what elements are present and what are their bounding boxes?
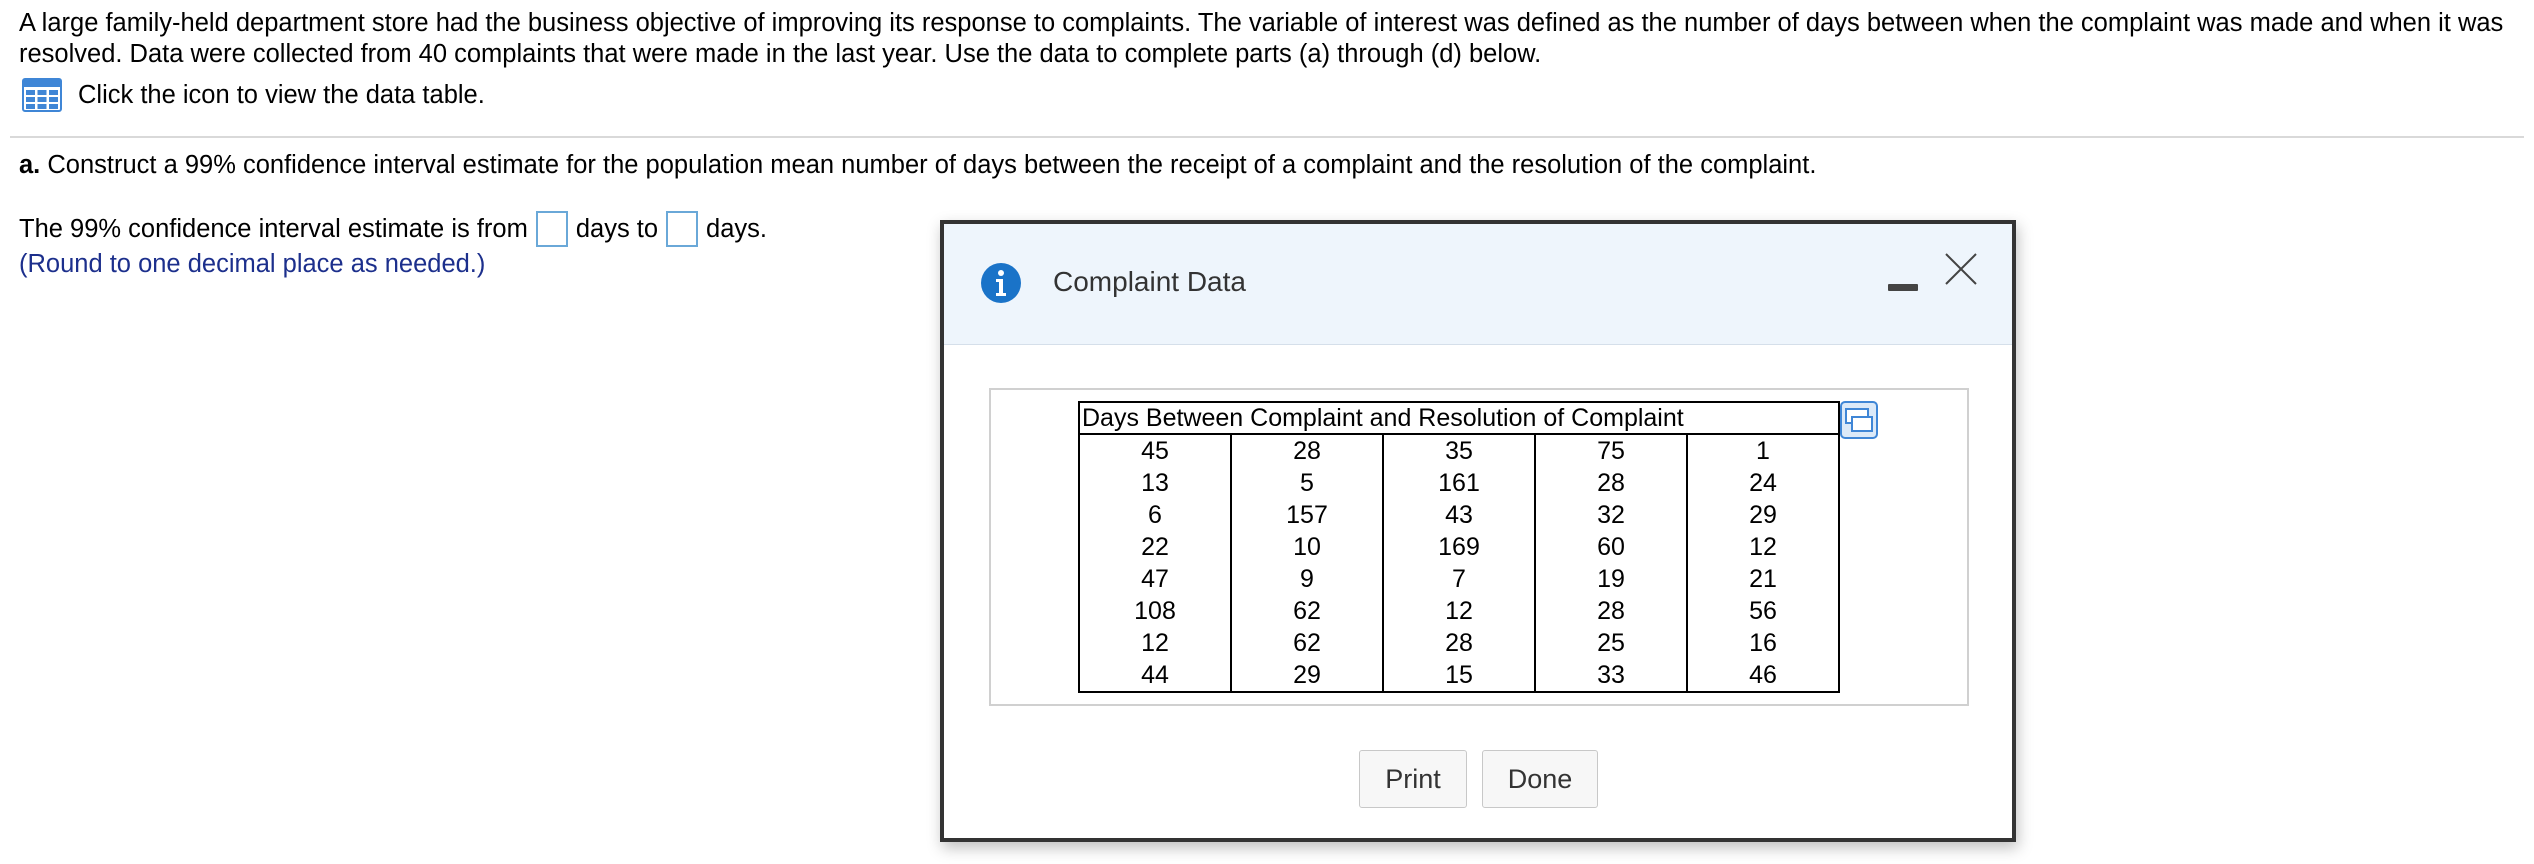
table-row (1079, 659, 1839, 692)
info-icon (980, 262, 1022, 304)
table-cell: 15 (1383, 659, 1535, 692)
complaint-data-dialog (940, 220, 2016, 842)
minimize-icon[interactable] (1888, 284, 1918, 291)
table-cell: 13 (1079, 467, 1231, 499)
rounding-note: (Round to one decimal place as needed.) (19, 250, 486, 278)
part-a-text: Construct a 99% confidence interval estimate for the population mean number of days between the receipt of a complaint and the resolution of the complaint. (47, 151, 1817, 179)
answer-line (19, 211, 767, 247)
lower-bound-input[interactable] (536, 211, 568, 247)
upper-bound-input[interactable] (666, 211, 698, 247)
table-cell: 56 (1687, 595, 1839, 627)
table-cell: 62 (1231, 595, 1383, 627)
part-a-question (19, 150, 1816, 181)
table-row (1079, 627, 1839, 659)
done-button[interactable]: Done (1482, 750, 1598, 808)
table-cell: 6 (1079, 499, 1231, 531)
table-cell: 24 (1687, 467, 1839, 499)
table-cell: 28 (1535, 595, 1687, 627)
table-row (1079, 467, 1839, 499)
problem-intro: A large family-held department store had the business objective of improving its response to complaints. The variable of interest was defined as the number of days between when the complaint was made and when it was resolved. Data were collected from 40 complaints that were made in the last year. Use the data to complete parts (a) through (d) below. (19, 9, 2504, 68)
table-cell: 108 (1079, 595, 1231, 627)
table-frame (989, 388, 1969, 706)
table-cell: 28 (1535, 467, 1687, 499)
table-cell: 22 (1079, 531, 1231, 563)
table-cell: 12 (1079, 627, 1231, 659)
dialog-header[interactable] (944, 224, 2012, 345)
copy-table-icon[interactable] (1840, 401, 1878, 439)
table-cell: 25 (1535, 627, 1687, 659)
table-cell: 46 (1687, 659, 1839, 692)
complaint-data-table (1078, 401, 1840, 693)
minimize-button[interactable] (1888, 274, 1920, 298)
table-cell: 45 (1079, 434, 1231, 467)
table-row (1079, 531, 1839, 563)
view-data-link[interactable] (22, 78, 485, 112)
table-cell: 28 (1383, 627, 1535, 659)
table-cell: 12 (1687, 531, 1839, 563)
table-header: Days Between Complaint and Resolution of Complaint (1079, 402, 1839, 434)
table-cell: 7 (1383, 563, 1535, 595)
table-cell: 32 (1535, 499, 1687, 531)
table-cell: 47 (1079, 563, 1231, 595)
view-data-link-text[interactable]: Click the icon to view the data table. (78, 80, 485, 109)
answer-suffix: days. (706, 215, 767, 243)
table-grid-icon[interactable] (22, 78, 62, 112)
table-cell: 19 (1535, 563, 1687, 595)
table-cell: 161 (1383, 467, 1535, 499)
table-cell: 12 (1383, 595, 1535, 627)
table-cell: 10 (1231, 531, 1383, 563)
table-cell: 16 (1687, 627, 1839, 659)
answer-middle: days to (575, 215, 659, 243)
table-cell: 35 (1383, 434, 1535, 467)
answer-prefix: The 99% confidence interval estimate is from (19, 215, 528, 243)
table-cell: 60 (1535, 531, 1687, 563)
dialog-title: Complaint Data (1053, 266, 1246, 297)
close-icon[interactable] (1944, 252, 1978, 286)
table-cell: 21 (1687, 563, 1839, 595)
table-row (1079, 563, 1839, 595)
table-cell: 44 (1079, 659, 1231, 692)
table-cell: 169 (1383, 531, 1535, 563)
table-row (1079, 595, 1839, 627)
table-cell: 33 (1535, 659, 1687, 692)
table-row (1079, 434, 1839, 467)
table-cell: 5 (1231, 467, 1383, 499)
table-row (1079, 499, 1839, 531)
table-cell: 28 (1231, 434, 1383, 467)
table-cell: 157 (1231, 499, 1383, 531)
table-cell: 29 (1231, 659, 1383, 692)
table-cell: 43 (1383, 499, 1535, 531)
part-a-label: a. (19, 151, 41, 179)
table-cell: 75 (1535, 434, 1687, 467)
section-divider (10, 136, 2524, 138)
print-button[interactable]: Print (1359, 750, 1467, 808)
table-cell: 1 (1687, 434, 1839, 467)
table-cell: 29 (1687, 499, 1839, 531)
table-cell: 9 (1231, 563, 1383, 595)
table-cell: 62 (1231, 627, 1383, 659)
